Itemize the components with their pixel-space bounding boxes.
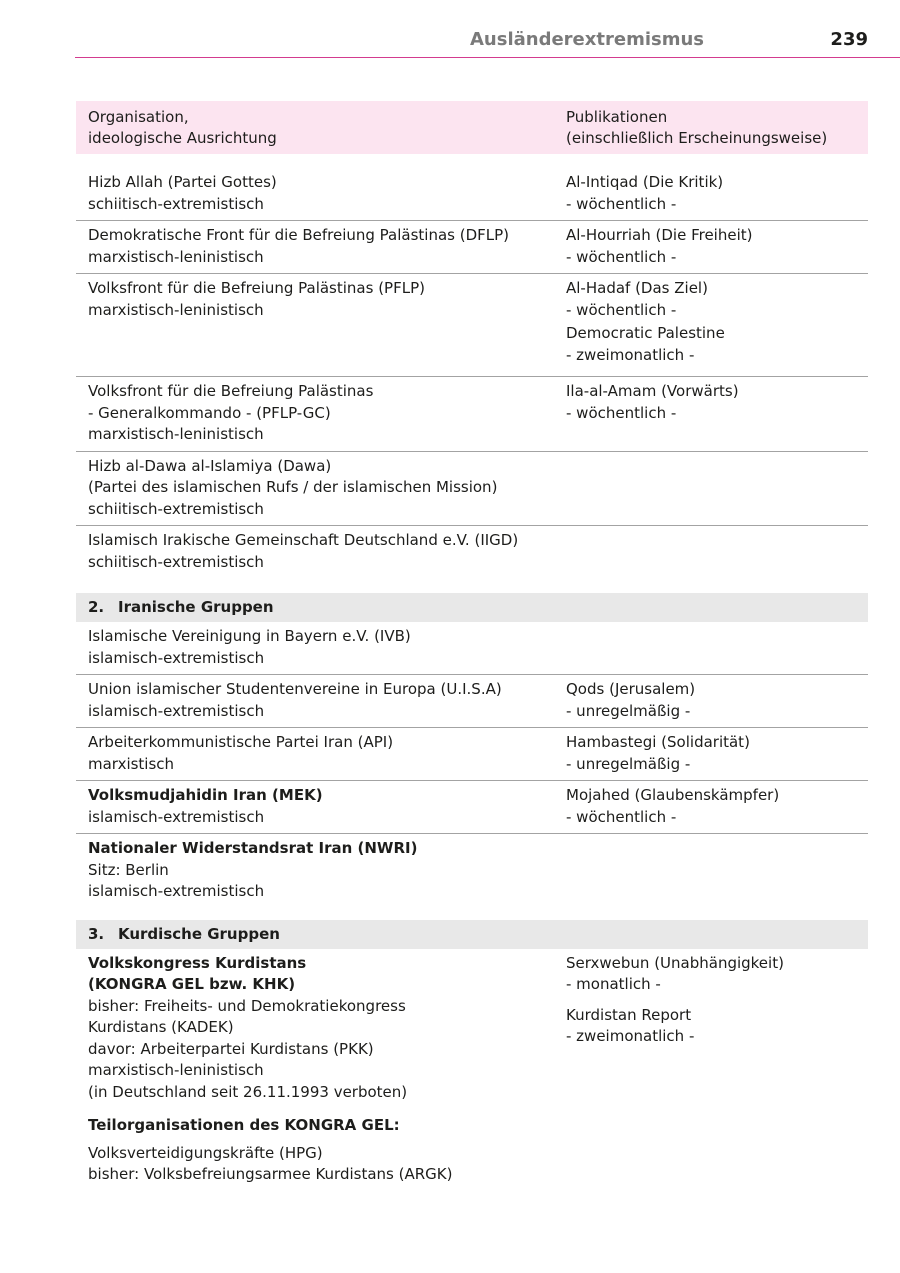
column-header-organisation: Organisation, ideologische Ausrichtung xyxy=(88,108,277,147)
table-row: Nationaler Widerstandsrat Iran (NWRI) Sitz: Berlin islamisch-extremistisch xyxy=(88,839,418,900)
table-row: Union islamischer Studentenvereine in Europa (U.I.S.A) islamisch-extremistisch Qods (Jerusalem) - unregelmäßig - xyxy=(76,675,868,728)
table-row: Volksfront für die Befreiung Palästinas - Generalkommando - (PFLP-GC) marxistisch-leninistisch Ila-al-Amam (Vorwärts) - wöchentlich - xyxy=(76,377,868,452)
table-row: Volksfront für die Befreiung Palästinas (PFLP) marxistisch-leninistisch Al-Hadaf (Das Ziel) - wöchentlich - Democratic Palestine - zweimonatlich - xyxy=(76,274,868,377)
table-row: Volkskongress Kurdistans (KONGRA GEL bzw. KHK) bisher: Freiheits- und Demokratiekongress Kurdistans (KADEK) davor: Arbeiterpartei Kurdistans (PKK) marxistisch-leninistisch (in Deutschland seit 26.11.1993 verboten) Teilorganisationen des KONGRA GEL: Volksverteidigungskräfte (HPG) bisher: Volksbefreiungsarmee Kurdistans (ARGK) Serxwebun (Unabhängigkeit) - monatlich - Kurdistan Report - zweimonatlich - xyxy=(88,953,784,1183)
table-header xyxy=(76,101,868,154)
table-row: Islamische Vereinigung in Bayern e.V. (IVB) islamisch-extremistisch xyxy=(76,622,868,675)
sub-organisations-heading: Teilorganisationen des KONGRA GEL: xyxy=(88,1116,400,1134)
section-heading-iranian-groups: 2. Iranische Gruppen xyxy=(76,593,868,622)
section-heading-kurdish-groups: 3. Kurdische Gruppen xyxy=(76,920,868,949)
table-row: Hizb al-Dawa al-Islamiya (Dawa) (Partei des islamischen Rufs / der islamischen Mission) schiitisch-extremistisch xyxy=(76,452,868,527)
header-title: Ausländerextremismus xyxy=(470,29,704,50)
organisation-table xyxy=(76,101,868,1191)
table-row: Arbeiterkommunistische Partei Iran (API) marxistisch Hambastegi (Solidarität) - unregelmäßig - xyxy=(76,728,868,781)
table-row: Demokratische Front für die Befreiung Palästinas (DFLP) marxistisch-leninistisch Al-Hourriah (Die Freiheit) - wöchentlich - xyxy=(76,221,868,274)
table-row: Islamisch Irakische Gemeinschaft Deutschland e.V. (IIGD) schiitisch-extremistisch xyxy=(88,531,519,571)
page-header xyxy=(75,0,900,58)
column-header-publications: Publikationen (einschließlich Erscheinungsweise) xyxy=(566,108,828,147)
page-number: 239 xyxy=(830,29,868,50)
table-row: Hizb Allah (Partei Gottes) schiitisch-extremistisch Al-Intiqad (Die Kritik) - wöchentlich - xyxy=(76,168,868,221)
table-row: Volksmudjahidin Iran (MEK) islamisch-extremistisch Mojahed (Glaubenskämpfer) - wöchentlich - xyxy=(76,781,868,834)
